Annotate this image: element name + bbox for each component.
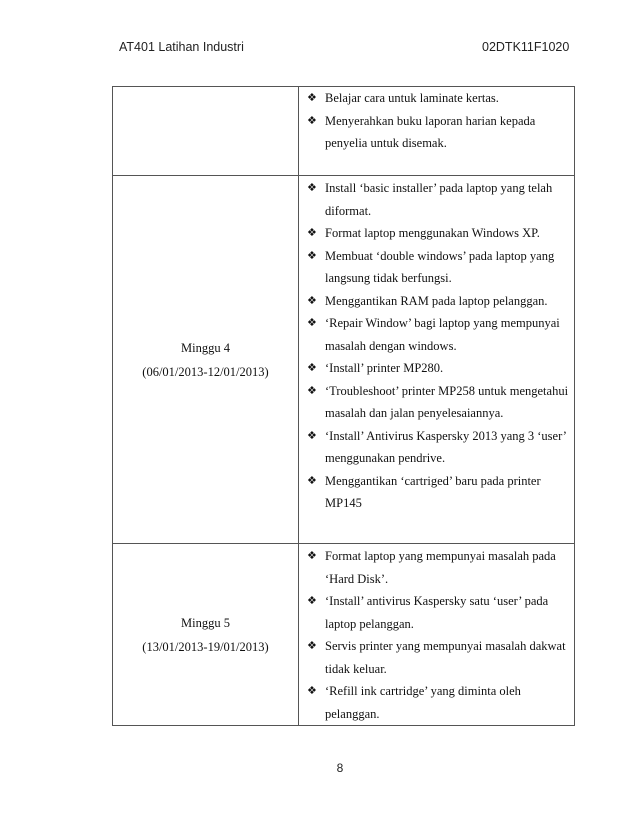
list-item <box>307 87 570 110</box>
task-text: ‘Install’ antivirus Kaspersky satu ‘user’ pada laptop pelanggan. <box>325 594 549 631</box>
list-item <box>307 290 570 313</box>
task-text: Membuat ‘double windows’ pada laptop yang langsung tidak berfungsi. <box>325 248 555 285</box>
document-header-course: AT401 Latihan Industri <box>119 40 244 54</box>
weekly-activity-table <box>112 86 575 726</box>
task-text: Install ‘basic installer’ pada laptop yang telah diformat. <box>325 181 553 218</box>
page-number: 8 <box>336 761 344 775</box>
diamond-bullet-icon: ❖ <box>307 361 317 374</box>
diamond-bullet-icon: ❖ <box>307 91 317 104</box>
list-item <box>307 177 570 222</box>
list-item <box>307 357 570 380</box>
diamond-bullet-icon: ❖ <box>307 113 317 127</box>
table-row <box>113 87 575 176</box>
task-text: ‘Install’ Antivirus Kaspersky 2013 yang 3 ‘user’ menggunakan pendrive. <box>325 428 566 465</box>
diamond-bullet-icon: ❖ <box>307 594 317 607</box>
task-text: ‘Refill ink cartridge’ yang diminta oleh pelanggan. <box>325 684 521 721</box>
week-label: Minggu 4 <box>181 340 230 355</box>
tasks-cell <box>299 176 575 544</box>
task-list <box>299 87 574 155</box>
diamond-bullet-icon: ❖ <box>307 383 317 397</box>
list-item <box>307 635 570 680</box>
list-item <box>307 245 570 290</box>
week-cell <box>113 87 299 176</box>
list-item <box>307 380 570 425</box>
list-item <box>307 312 570 357</box>
task-text: ‘Repair Window’ bagi laptop yang mempunyai masalah dengan windows. <box>325 316 560 353</box>
week-dates: (13/01/2013-19/01/2013) <box>142 639 269 654</box>
task-text: Menyerahkan buku laporan harian kepada penyelia untuk disemak. <box>325 113 536 150</box>
task-text: ‘Install’ printer MP280. <box>325 361 444 375</box>
task-text: Format laptop yang mempunyai masalah pada ‘Hard Disk’. <box>325 549 556 586</box>
list-item <box>307 425 570 470</box>
task-text: Format laptop menggunakan Windows XP. <box>325 226 540 240</box>
diamond-bullet-icon: ❖ <box>307 316 317 329</box>
task-list <box>299 176 574 515</box>
diamond-bullet-icon: ❖ <box>307 684 317 697</box>
task-list <box>299 544 574 725</box>
diamond-bullet-icon: ❖ <box>307 549 317 562</box>
week-cell <box>113 176 299 544</box>
diamond-bullet-icon: ❖ <box>307 473 317 487</box>
table-row <box>113 176 575 544</box>
list-item <box>307 110 570 155</box>
list-item <box>307 222 570 245</box>
tasks-cell <box>299 87 575 176</box>
diamond-bullet-icon: ❖ <box>307 639 317 652</box>
list-item <box>307 470 570 515</box>
list-item <box>307 680 570 725</box>
list-item <box>307 545 570 590</box>
week-label: Minggu 5 <box>181 615 230 630</box>
week-cell <box>113 544 299 726</box>
week-dates: (06/01/2013-12/01/2013) <box>142 364 269 379</box>
diamond-bullet-icon: ❖ <box>307 293 317 307</box>
task-text: Menggantikan ‘cartriged’ baru pada printer MP145 <box>325 473 541 510</box>
tasks-cell <box>299 544 575 726</box>
document-header-student-id: 02DTK11F1020 <box>482 40 570 54</box>
diamond-bullet-icon: ❖ <box>307 248 317 262</box>
diamond-bullet-icon: ❖ <box>307 181 317 194</box>
task-text: Servis printer yang mempunyai masalah dakwat tidak keluar. <box>325 639 566 676</box>
task-text: ‘Troubleshoot’ printer MP258 untuk mengetahui masalah dan jalan penyelesaiannya. <box>325 383 569 420</box>
list-item <box>307 590 570 635</box>
diamond-bullet-icon: ❖ <box>307 428 317 442</box>
task-text: Belajar cara untuk laminate kertas. <box>325 91 499 105</box>
task-text: Menggantikan RAM pada laptop pelanggan. <box>325 293 548 308</box>
diamond-bullet-icon: ❖ <box>307 226 317 239</box>
table-row <box>113 544 575 726</box>
